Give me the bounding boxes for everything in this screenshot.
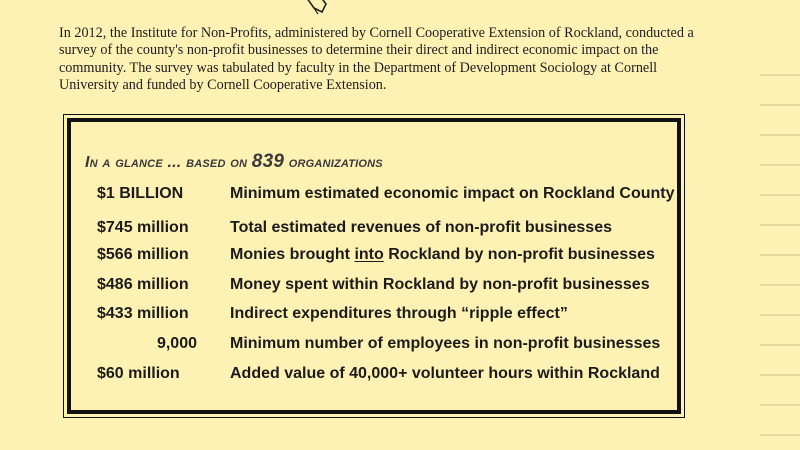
stat-description: Added value of 40,000+ volunteer hours within Rockland bbox=[230, 365, 660, 382]
stat-description: Indirect expenditures through “ripple effect” bbox=[230, 305, 568, 322]
stat-description-emphasis: into bbox=[354, 246, 384, 263]
stat-row bbox=[0, 335, 800, 361]
stat-row bbox=[0, 365, 800, 391]
stat-description: Minimum estimated economic impact on Rockland County bbox=[230, 185, 675, 202]
stat-value: $1 BILLION bbox=[97, 185, 184, 202]
stat-description: Money spent within Rockland by non-profit businesses bbox=[230, 276, 650, 293]
stat-row bbox=[0, 185, 800, 211]
glance-title-suffix: organizations bbox=[284, 154, 383, 171]
stat-description: Minimum number of employees in non-profit businesses bbox=[230, 335, 661, 352]
stat-row bbox=[0, 276, 800, 302]
stat-value: $745 million bbox=[97, 219, 189, 236]
stat-description bbox=[230, 246, 655, 264]
stat-row bbox=[0, 246, 800, 272]
stat-row bbox=[0, 219, 800, 245]
stat-description: Total estimated revenues of non-profit businesses bbox=[230, 219, 612, 236]
glance-title-number: 839 bbox=[251, 151, 285, 172]
stat-value: 9,000 bbox=[156, 335, 197, 352]
glance-title-prefix: In a glance ... based on bbox=[85, 154, 252, 171]
stat-value: $486 million bbox=[97, 276, 189, 293]
stat-description-before: Monies brought bbox=[230, 246, 355, 263]
stat-value: $566 million bbox=[97, 246, 189, 263]
stat-value: $60 million bbox=[97, 365, 180, 382]
glance-title bbox=[85, 151, 383, 173]
stat-row bbox=[0, 305, 800, 331]
stat-description-after: Rockland by non-profit businesses bbox=[383, 246, 655, 263]
intro-paragraph: In 2012, the Institute for Non-Profits, administered by Cornell Cooperative Extension of Rockland, conducted a survey of the county's non-profit businesses to determine their direct and indirect economic impact on the community. The survey was tabulated by faculty in the Department of Development Sociology at Cornell University and funded by Cornell Cooperative Extension. bbox=[59, 25, 694, 94]
stat-value: $433 million bbox=[97, 305, 189, 322]
pen-mark bbox=[300, 0, 340, 18]
